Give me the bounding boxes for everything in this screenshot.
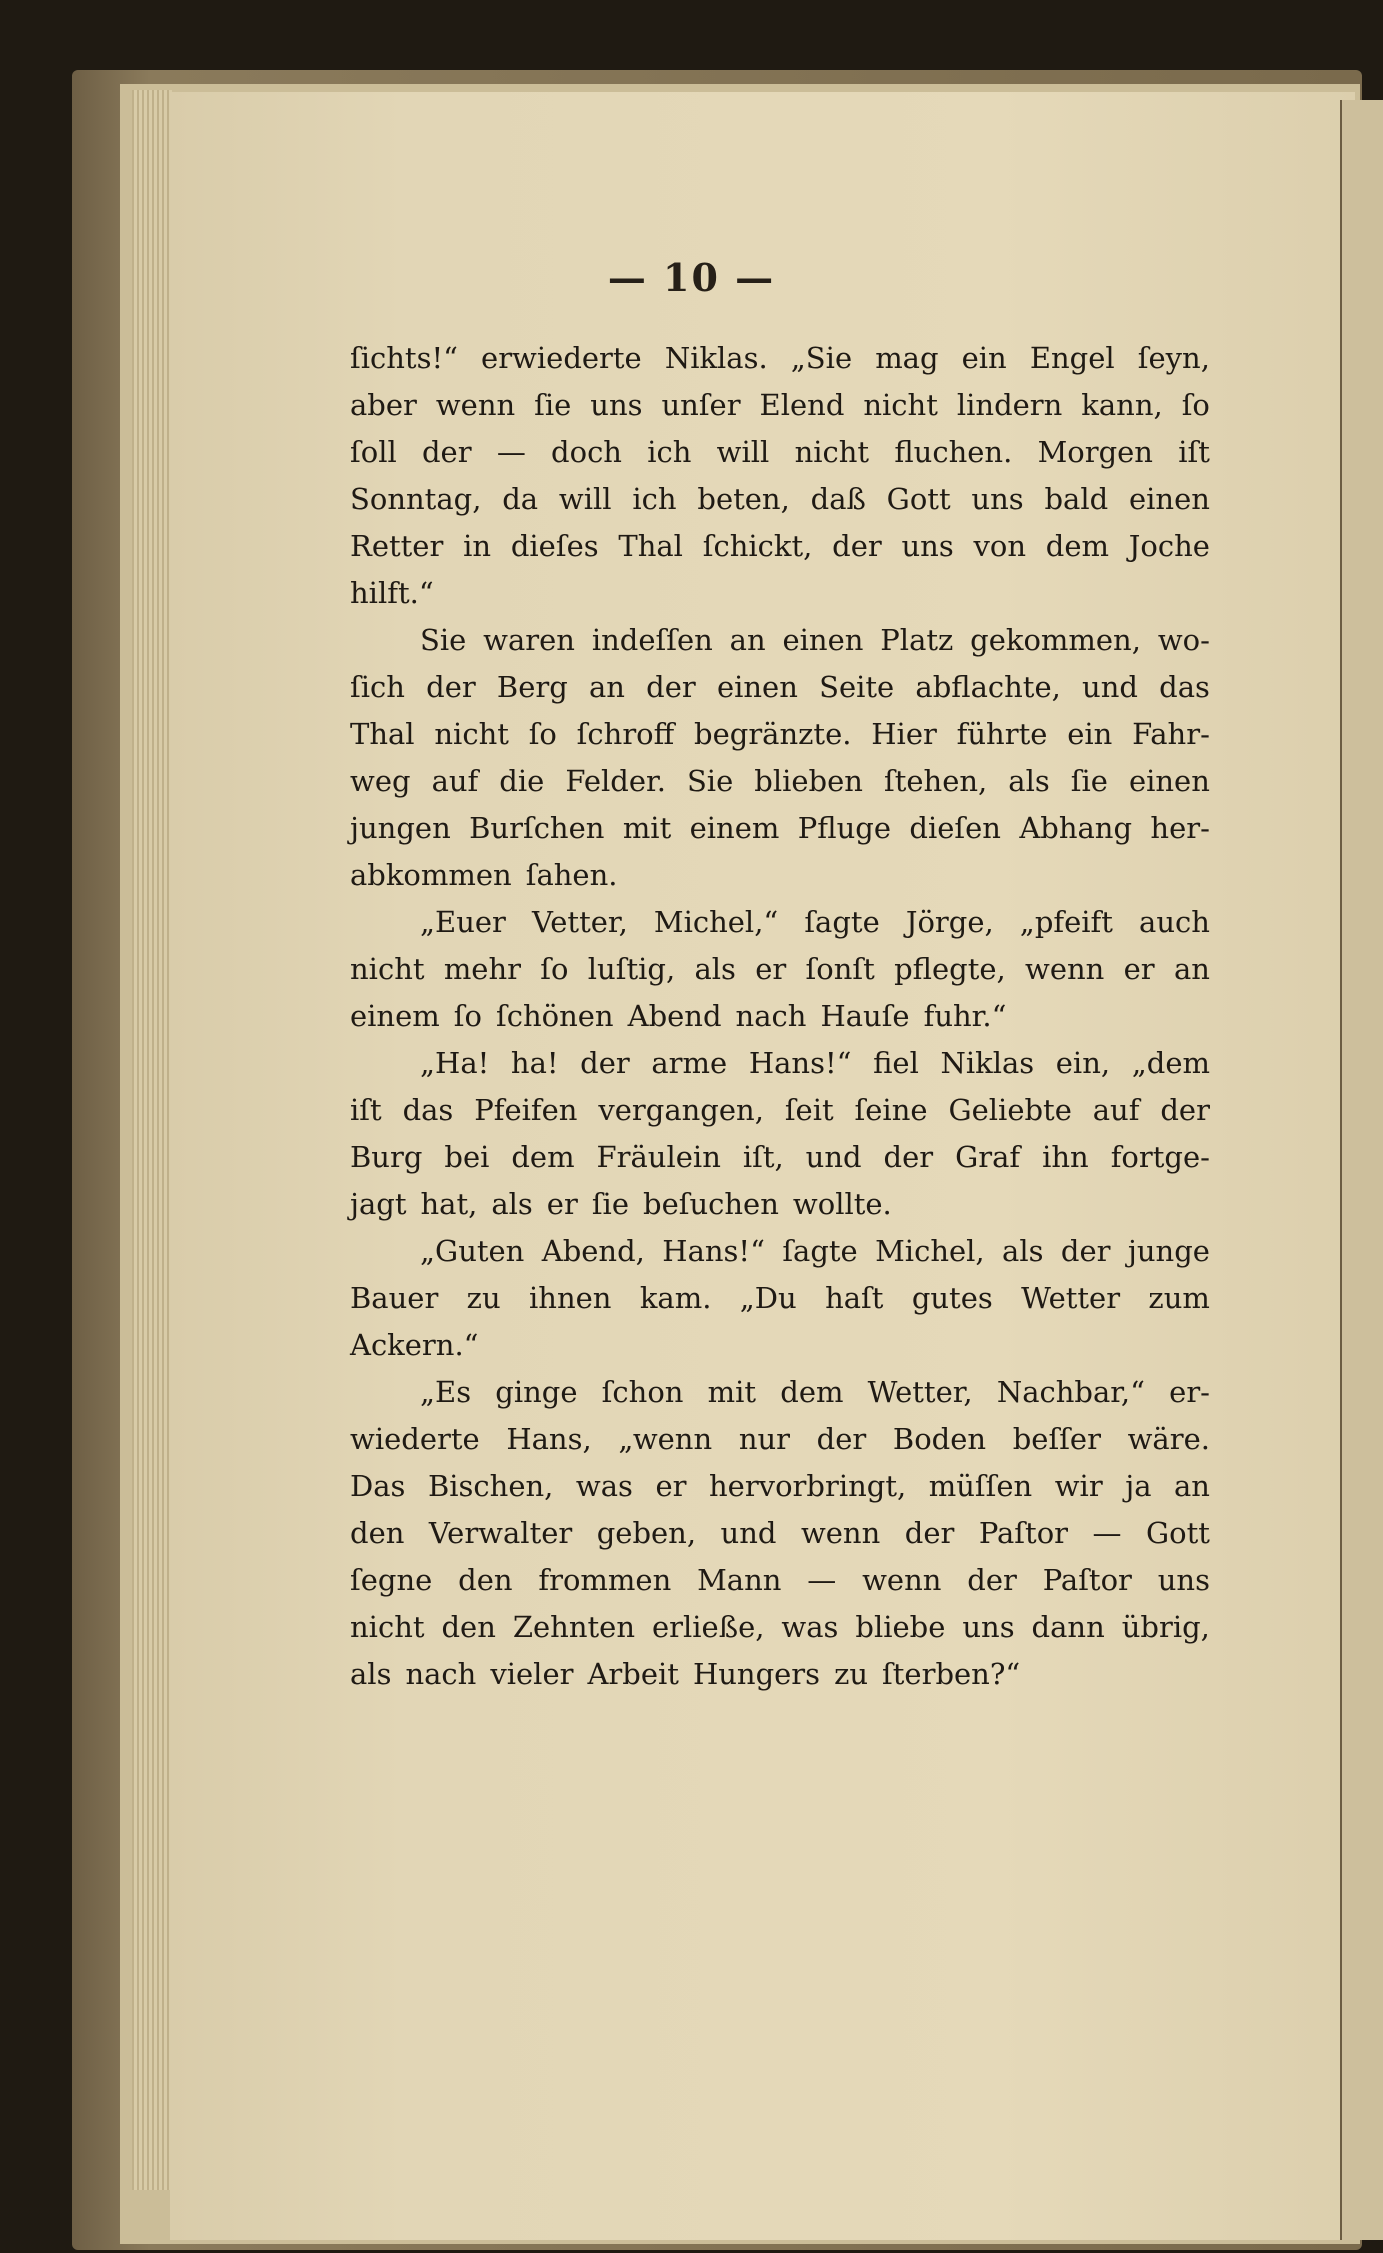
word: Felder. xyxy=(565,764,666,798)
word: hilft.“ xyxy=(350,576,434,610)
word: Mann xyxy=(697,1563,782,1597)
word: als xyxy=(1008,764,1050,798)
text-line xyxy=(350,899,1210,946)
word: Hungers xyxy=(692,1657,821,1691)
word: Graf xyxy=(955,1140,1021,1174)
word: will xyxy=(558,482,612,516)
word: in xyxy=(463,529,492,563)
word: den xyxy=(458,1563,513,1597)
word: ſterben?“ xyxy=(882,1657,1021,1691)
word: hervorbringt, xyxy=(708,1469,907,1503)
word: wenn xyxy=(862,1563,942,1597)
word: Engel xyxy=(1029,341,1115,375)
word: Hier xyxy=(871,717,937,751)
word: Geliebte xyxy=(948,1093,1072,1127)
text-line xyxy=(350,1510,1210,1557)
word: Thal xyxy=(618,529,683,563)
word: Bischen, xyxy=(427,1469,554,1503)
word: an xyxy=(589,670,625,704)
word: wir xyxy=(1054,1469,1103,1503)
word: fuhr.“ xyxy=(923,999,1007,1033)
word: der xyxy=(832,529,882,563)
word: er xyxy=(655,1469,687,1503)
word: Paſtor xyxy=(978,1516,1069,1550)
word: Seite xyxy=(819,670,895,704)
word: arme xyxy=(651,1046,728,1080)
text-line xyxy=(350,1557,1210,1604)
word: junge xyxy=(1127,1234,1210,1268)
word: als xyxy=(694,952,736,986)
word: einen xyxy=(716,670,798,704)
word: führte xyxy=(956,717,1048,751)
word: nicht xyxy=(794,435,870,469)
text-line xyxy=(350,1651,1210,1698)
word: Boden xyxy=(892,1422,987,1456)
word: ſonſt xyxy=(805,952,875,986)
word: ſo xyxy=(453,999,482,1033)
word: als xyxy=(1002,1234,1044,1268)
word: ihn xyxy=(1042,1140,1089,1174)
word: an xyxy=(1174,1469,1210,1503)
word: einen xyxy=(1129,482,1210,516)
page-edges xyxy=(132,90,172,2190)
word: Fahr- xyxy=(1132,717,1210,751)
word: her- xyxy=(1150,811,1210,845)
word: und xyxy=(1082,670,1138,704)
word: ſchönen xyxy=(495,999,614,1033)
word: als xyxy=(350,1657,392,1691)
word: Sonntag, xyxy=(350,482,482,516)
word: wiederte xyxy=(350,1422,480,1456)
word: der xyxy=(1160,1093,1210,1127)
word: mit xyxy=(707,1375,757,1409)
word: als xyxy=(491,1187,533,1221)
word: Abend, xyxy=(541,1234,645,1268)
word: ſahen. xyxy=(525,858,618,892)
word: Michel,“ xyxy=(653,905,779,939)
word: auch xyxy=(1139,905,1210,939)
word: daß xyxy=(810,482,866,516)
word: dieſen xyxy=(909,811,1001,845)
page-number: — 10 — xyxy=(607,255,776,300)
text-line xyxy=(350,852,1210,899)
word: wenn xyxy=(800,1516,881,1550)
text-line xyxy=(350,711,1210,758)
word: Fräulein xyxy=(596,1140,721,1174)
word: luſtig, xyxy=(587,952,676,986)
word: indeſſen xyxy=(591,623,713,657)
word: kam. xyxy=(639,1281,712,1315)
word: Hans, xyxy=(506,1422,592,1456)
word: den xyxy=(350,1516,405,1550)
word: ſoll xyxy=(350,435,397,469)
word: Pfeifen xyxy=(474,1093,578,1127)
word: wenn xyxy=(435,388,516,422)
word: fiel xyxy=(873,1046,919,1080)
word: Wetter xyxy=(1021,1281,1121,1315)
word: iſt, xyxy=(742,1140,784,1174)
word: weg xyxy=(350,764,411,798)
word: Elend xyxy=(759,388,845,422)
word: ſagte xyxy=(782,1234,858,1268)
word: blieben xyxy=(754,764,863,798)
text-line xyxy=(350,570,1210,617)
word: haſt xyxy=(825,1281,884,1315)
word: nicht xyxy=(350,1610,425,1644)
word: die xyxy=(499,764,545,798)
word: doch xyxy=(551,435,622,469)
word: vieler xyxy=(490,1657,574,1691)
word: — xyxy=(807,1563,837,1597)
word: ein xyxy=(961,341,1007,375)
word: nicht xyxy=(434,717,509,751)
word: abflachte, xyxy=(915,670,1061,704)
word: Burg xyxy=(350,1140,423,1174)
word: mehr xyxy=(443,952,522,986)
word: ja xyxy=(1125,1469,1152,1503)
word: Das xyxy=(350,1469,406,1503)
word: Thal xyxy=(350,717,415,751)
word: beſſer xyxy=(1012,1422,1101,1456)
text-line xyxy=(350,758,1210,805)
word: Arbeit xyxy=(587,1657,679,1691)
text-line xyxy=(350,1181,1210,1228)
word: wo- xyxy=(1157,623,1210,657)
word: bliebe xyxy=(855,1610,946,1644)
word: ſtehen, xyxy=(883,764,988,798)
word: Abhang xyxy=(1019,811,1133,845)
word: — xyxy=(1092,1516,1122,1550)
word: beſuchen xyxy=(643,1187,779,1221)
text-line xyxy=(350,429,1210,476)
word: Verwalter xyxy=(428,1516,573,1550)
word: vergangen, xyxy=(598,1093,764,1127)
word: ſich xyxy=(350,670,405,704)
word: pflegte, xyxy=(894,952,1006,986)
word: der xyxy=(580,1046,630,1080)
word: jungen xyxy=(350,811,451,845)
word: ſo xyxy=(1181,388,1210,422)
word: Zehnten xyxy=(512,1610,636,1644)
text-line xyxy=(350,1275,1210,1322)
word: dann xyxy=(1031,1610,1105,1644)
word: ſchon xyxy=(601,1375,684,1409)
text-line xyxy=(350,476,1210,523)
word: Hans!“ xyxy=(662,1234,765,1268)
word: ſo xyxy=(540,952,569,986)
word: ein, xyxy=(1055,1046,1111,1080)
text-line xyxy=(350,335,1210,382)
word: einen xyxy=(1128,764,1210,798)
word: will xyxy=(716,435,770,469)
word: „Ha! xyxy=(420,1046,490,1080)
word: kann, xyxy=(1081,388,1163,422)
word: Wetter, xyxy=(867,1375,973,1409)
word: nicht xyxy=(350,952,425,986)
text-line xyxy=(350,1416,1210,1463)
word: Berg xyxy=(496,670,568,704)
word: was xyxy=(575,1469,633,1503)
word: der xyxy=(421,435,472,469)
word: mit xyxy=(622,811,672,845)
word: Nachbar,“ xyxy=(996,1375,1145,1409)
word: Joche xyxy=(1128,529,1210,563)
word: er xyxy=(546,1187,578,1221)
word: geben, xyxy=(596,1516,697,1550)
word: Niklas xyxy=(940,1046,1035,1080)
text-line xyxy=(350,1087,1210,1134)
text-line xyxy=(350,1040,1210,1087)
word: den xyxy=(441,1610,496,1644)
word: iſt xyxy=(1178,435,1210,469)
word: an xyxy=(1173,952,1210,986)
word: erließe, xyxy=(651,1610,765,1644)
word: ſichts!“ xyxy=(350,341,458,375)
word: jagt xyxy=(350,1187,407,1221)
word: uns xyxy=(962,1610,1015,1644)
word: „Sie xyxy=(790,341,853,375)
text-line xyxy=(350,946,1210,993)
word: der xyxy=(426,670,476,704)
word: fortge- xyxy=(1110,1140,1210,1174)
word: Platz xyxy=(880,623,954,657)
word: übrig, xyxy=(1121,1610,1210,1644)
word: dieſes xyxy=(510,529,599,563)
body-text xyxy=(350,335,1210,1698)
word: mag xyxy=(875,341,939,375)
word: wollte. xyxy=(792,1187,892,1221)
word: von xyxy=(973,529,1027,563)
word: ich xyxy=(647,435,692,469)
text-line xyxy=(350,523,1210,570)
word: auf xyxy=(1092,1093,1140,1127)
word: Michel, xyxy=(875,1234,985,1268)
word: Gott xyxy=(1145,1516,1210,1550)
word: wäre. xyxy=(1127,1422,1210,1456)
word: da xyxy=(502,482,539,516)
text-line xyxy=(350,1463,1210,1510)
word: ſeyn, xyxy=(1137,341,1210,375)
word: ſeit xyxy=(784,1093,834,1127)
word: einem xyxy=(350,999,440,1033)
word: erwiederte xyxy=(481,341,642,375)
word: Ackern.“ xyxy=(350,1328,479,1362)
word: müſſen xyxy=(928,1469,1033,1503)
word: ſie xyxy=(591,1187,629,1221)
word: „Euer xyxy=(420,905,506,939)
word: einen xyxy=(782,623,864,657)
word: auf xyxy=(431,764,479,798)
word: ſagte xyxy=(804,905,880,939)
word: uns xyxy=(901,529,954,563)
word: Pfluge xyxy=(797,811,892,845)
word: das xyxy=(402,1093,454,1127)
text-line xyxy=(350,993,1210,1040)
word: „Guten xyxy=(420,1234,525,1268)
text-line xyxy=(350,1228,1210,1275)
word: begränzte. xyxy=(694,717,852,751)
word: er xyxy=(1123,952,1155,986)
text-line xyxy=(350,382,1210,429)
word: der xyxy=(816,1422,867,1456)
word: ſeine xyxy=(854,1093,928,1127)
word: fluchen. xyxy=(894,435,1013,469)
word: iſt xyxy=(350,1093,382,1127)
word: gutes xyxy=(911,1281,993,1315)
word: Morgen xyxy=(1037,435,1153,469)
word: gekommen, xyxy=(970,623,1141,657)
word: beten, xyxy=(697,482,790,516)
word: frommen xyxy=(538,1563,672,1597)
word: der xyxy=(646,670,696,704)
word: Vetter, xyxy=(531,905,628,939)
word: ſchroff xyxy=(576,717,675,751)
word: Sie xyxy=(420,623,467,657)
word: nach xyxy=(735,999,807,1033)
word: zu xyxy=(834,1657,869,1691)
word: der xyxy=(883,1140,934,1174)
text-line xyxy=(350,664,1210,711)
word: Jörge, xyxy=(905,905,994,939)
word: dem xyxy=(511,1140,575,1174)
word: „Du xyxy=(739,1281,797,1315)
word: „pfeift xyxy=(1019,905,1113,939)
word: der xyxy=(1060,1234,1111,1268)
word: das xyxy=(1159,670,1210,704)
word: Niklas. xyxy=(664,341,768,375)
word: und xyxy=(805,1140,862,1174)
word: der xyxy=(967,1563,1017,1597)
word: nicht xyxy=(863,388,938,422)
word: Gott xyxy=(886,482,951,516)
word: Sie xyxy=(686,764,734,798)
word: dem xyxy=(780,1375,844,1409)
word: — xyxy=(496,435,526,469)
text-line xyxy=(350,1604,1210,1651)
word: lindern xyxy=(956,388,1063,422)
word: unſer xyxy=(661,388,741,422)
word: bei xyxy=(444,1140,490,1174)
text-line xyxy=(350,805,1210,852)
word: ſie xyxy=(1070,764,1108,798)
word: und xyxy=(720,1516,777,1550)
word: ſie xyxy=(534,388,572,422)
word: ha! xyxy=(510,1046,559,1080)
word: Abend xyxy=(627,999,722,1033)
word: ich xyxy=(632,482,677,516)
word: uns xyxy=(971,482,1024,516)
facing-page-edge xyxy=(1340,100,1383,2240)
word: er- xyxy=(1169,1375,1210,1409)
word: was xyxy=(781,1610,839,1644)
word: er xyxy=(755,952,787,986)
word: nach xyxy=(405,1657,477,1691)
word: wenn xyxy=(1025,952,1105,986)
word: Burſchen xyxy=(469,811,605,845)
word: aber xyxy=(350,388,417,422)
word: „Es xyxy=(420,1375,472,1409)
word: nur xyxy=(738,1422,791,1456)
word: an xyxy=(729,623,766,657)
word: „wenn xyxy=(618,1422,713,1456)
word: ginge xyxy=(495,1375,578,1409)
word: abkommen xyxy=(350,858,512,892)
word: ein xyxy=(1067,717,1113,751)
word: einem xyxy=(689,811,780,845)
word: zu xyxy=(466,1281,501,1315)
word: hat, xyxy=(420,1187,478,1221)
word: der xyxy=(904,1516,955,1550)
word: „dem xyxy=(1131,1046,1210,1080)
text-line xyxy=(350,1369,1210,1416)
word: dem xyxy=(1045,529,1110,563)
word: uns xyxy=(590,388,643,422)
text-line xyxy=(350,1322,1210,1369)
word: Bauer xyxy=(350,1281,439,1315)
word: zum xyxy=(1148,1281,1210,1315)
word: ihnen xyxy=(529,1281,612,1315)
word: Hauſe xyxy=(820,999,910,1033)
word: ſo xyxy=(528,717,557,751)
text-line xyxy=(350,1134,1210,1181)
word: uns xyxy=(1157,1563,1210,1597)
word: Hans!“ xyxy=(748,1046,852,1080)
word: bald xyxy=(1044,482,1109,516)
word: Paſtor xyxy=(1042,1563,1132,1597)
text-line xyxy=(350,617,1210,664)
word: waren xyxy=(483,623,575,657)
word: Retter xyxy=(350,529,444,563)
word: ſegne xyxy=(350,1563,433,1597)
word: ſchickt, xyxy=(702,529,813,563)
